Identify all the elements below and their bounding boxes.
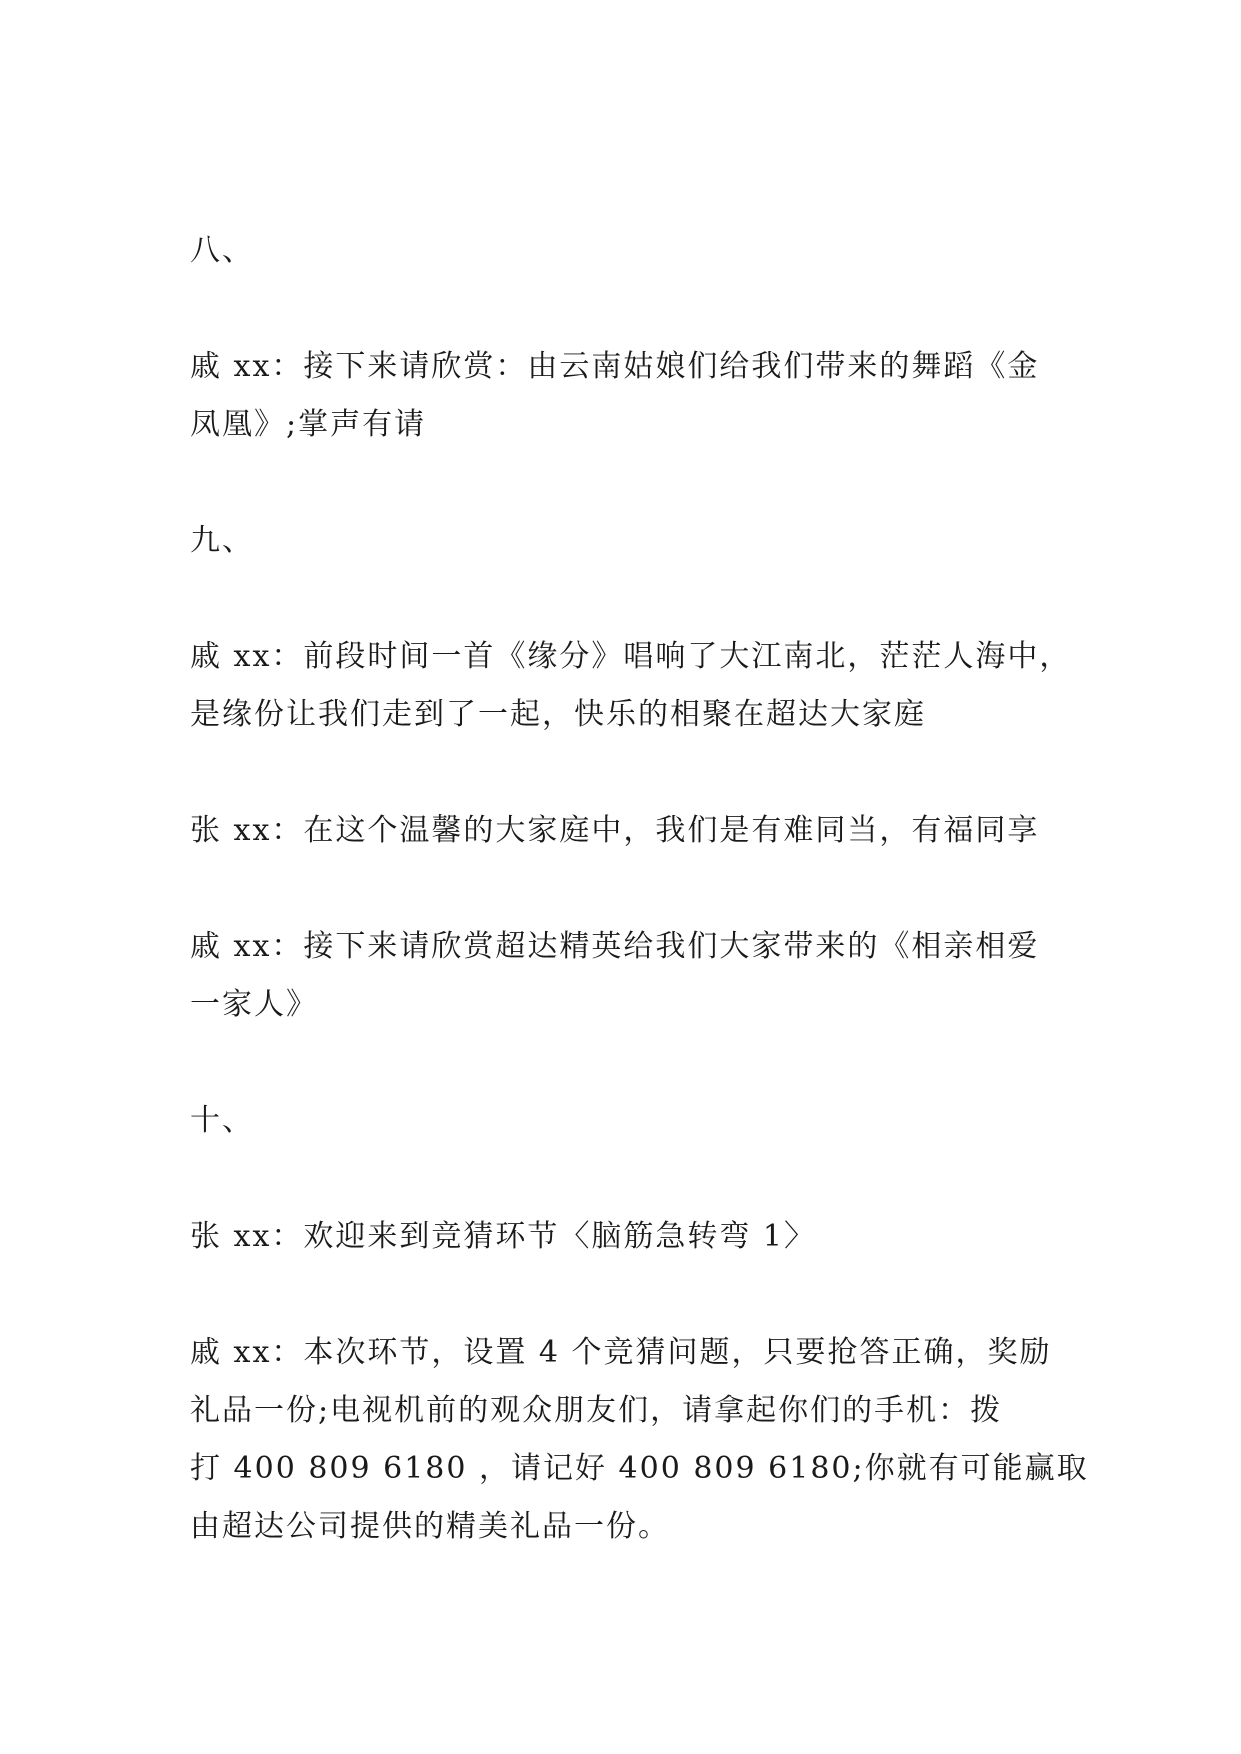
section-heading-10: 十、 bbox=[190, 1103, 254, 1138]
dialogue-paragraph: 戚 xx：接下来请欣赏超达精英给我们大家带来的《相亲相爱 一家人》 bbox=[190, 929, 1040, 1022]
dialogue-paragraph: 戚 xx：接下来请欣赏：由云南姑娘们给我们带来的舞蹈《金 凤凰》;掌声有请 bbox=[190, 349, 1040, 442]
dialogue-paragraph: 张 xx：欢迎来到竞猜环节〈脑筋急转弯 1〉 bbox=[190, 1219, 816, 1254]
dialogue-paragraph: 戚 xx：前段时间一首《缘分》唱响了大江南北，茫茫人海中， 是缘份让我们走到了一起，快乐的相聚在超达大家庭 bbox=[190, 639, 1072, 732]
document-body bbox=[190, 222, 1089, 1556]
dialogue-paragraph: 戚 xx：本次环节，设置 4 个竞猜问题，只要抢答正确，奖励 礼品一份;电视机前的观众朋友们，请拿起你们的手机：拨 打 400 809 6180 ，请记好 400 809 6180;你就有可能赢取 由超达公司提供的精美礼品一份。 bbox=[190, 1335, 1089, 1544]
section-heading-9: 九、 bbox=[190, 523, 254, 558]
section-heading-8: 八、 bbox=[190, 233, 254, 268]
dialogue-paragraph: 张 xx：在这个温馨的大家庭中，我们是有难同当，有福同享 bbox=[190, 813, 1040, 848]
